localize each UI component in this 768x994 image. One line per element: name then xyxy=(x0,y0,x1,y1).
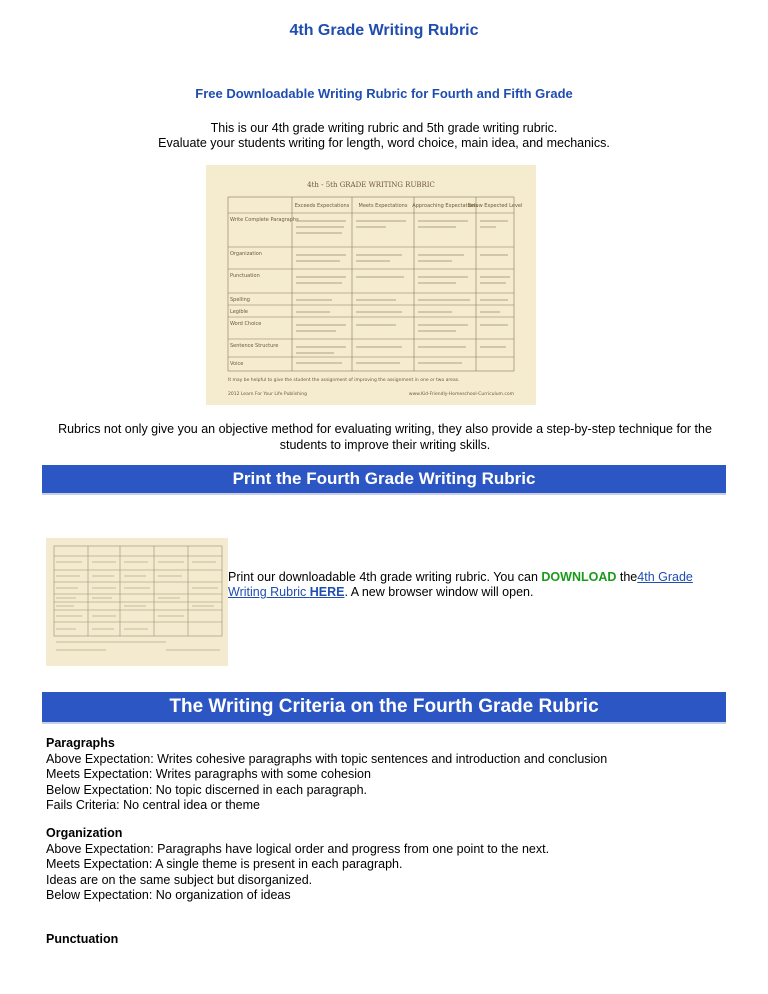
rubric-row-3: Punctuation xyxy=(230,273,260,279)
rubric-footer-copyright: 2012 Learn For Your Life Publishing xyxy=(228,392,307,397)
section-paragraphs xyxy=(46,736,746,814)
rubric-col-1: Exceeds Expectations xyxy=(294,203,350,209)
rubric-row-4: Spelling xyxy=(230,297,250,303)
writing-criteria-banner: The Writing Criteria on the Fourth Grade Rubric xyxy=(42,692,726,724)
rubrics-paragraph: Rubrics not only give you an objective method for evaluating writing, they also provide a step-by-step technique for the students to improve their writing skills. xyxy=(58,422,712,452)
section-heading-organization: Organization xyxy=(46,826,123,840)
section-line: Meets Expectation: A single theme is present in each paragraph. xyxy=(46,857,403,871)
rubric-col-4: Below Expected Level xyxy=(467,203,523,209)
section-punctuation xyxy=(46,932,746,948)
rubric-table-graphic xyxy=(206,165,536,405)
rubric-row-6: Word Choice xyxy=(230,321,262,327)
section-heading-punctuation: Punctuation xyxy=(46,932,119,946)
rubric-row-1: Write Complete Paragraphs xyxy=(230,217,299,223)
rubric-heading: 4th - 5th GRADE WRITING RUBRIC xyxy=(307,181,435,189)
section-line: Above Expectation: Writes cohesive paragraphs with topic sentences and introduction and conclusion xyxy=(46,751,608,766)
rubric-row-2: Organization xyxy=(230,251,262,257)
intro-line-2: Evaluate your students writing for length, word choice, main idea, and mechanics. xyxy=(158,136,610,150)
page-subtitle: Free Downloadable Writing Rubric for Fourth and Fifth Grade xyxy=(195,86,573,101)
download-label: DOWNLOAD xyxy=(541,570,617,584)
print-rubric-banner: Print the Fourth Grade Writing Rubric xyxy=(42,465,726,495)
section-line: Fails Criteria: No central idea or theme xyxy=(46,798,260,812)
print-text-2: the xyxy=(616,570,638,584)
rubric-row-8: Voice xyxy=(230,361,244,367)
rubric-thumbnail xyxy=(46,538,228,666)
section-line: Ideas are on the same subject but disorganized. xyxy=(46,872,313,887)
rubric-row-7: Sentence Structure xyxy=(230,343,279,349)
rubric-col-3: Approaching Expectations xyxy=(412,203,478,209)
rubric-image xyxy=(206,165,536,405)
print-paragraph xyxy=(228,570,728,600)
print-text-1: Print our downloadable 4th grade writing rubric. You can xyxy=(228,570,542,584)
thumbnail-table-graphic xyxy=(46,538,228,666)
section-heading-paragraphs: Paragraphs xyxy=(46,736,115,750)
intro-text xyxy=(0,121,768,151)
rubric-link-text[interactable]: 4th Grade Writing Rubric xyxy=(228,570,693,599)
section-line: Below Expectation: No topic discerned in each paragraph. xyxy=(46,782,368,797)
rubric-footer-url: www.Kid-Friendly-Homeschool-Curriculum.com xyxy=(408,392,514,397)
page-title: 4th Grade Writing Rubric xyxy=(289,22,479,39)
section-line: Above Expectation: Paragraphs have logical order and progress from one point to the next. xyxy=(46,841,550,856)
section-line: Below Expectation: No organization of ideas xyxy=(46,888,291,902)
rubric-link-here[interactable]: HERE xyxy=(309,585,345,599)
rubric-col-2: Meets Expectations xyxy=(358,203,408,209)
print-text-3: . A new browser window will open. xyxy=(344,585,534,599)
section-organization xyxy=(46,826,746,904)
intro-line-1: This is our 4th grade writing rubric and 5th grade writing rubric. xyxy=(210,121,558,135)
rubric-row-5: Legible xyxy=(230,309,248,315)
section-line: Meets Expectation: Writes paragraphs with some cohesion xyxy=(46,767,371,781)
rubric-footer-note: It may be helpful to give the student the assignment of improving the assignment in one or two areas. xyxy=(228,378,460,383)
